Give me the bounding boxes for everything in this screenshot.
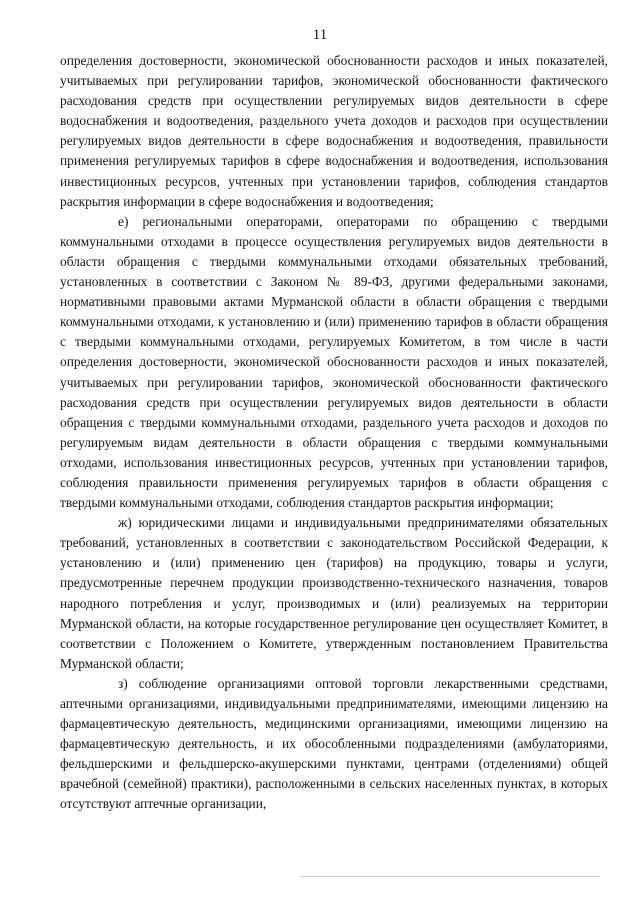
paragraph-item-zh: ж) юридическими лицами и индивидуальными предпринимателями обязательных требований, установленных в соответствии с законодательством Российской Федерации, к установлению и (или) применению цен (тарифов) на продукцию, товары и услуги, предусмотренные перечнем продукции производственно-технического назначения, товаров народного потребления и услуг, производимых и (или) реализуемых на территории Мурманской области, на которые государственное регулирование цен осуществляет Комитет, в соответствии с Положением о Комитете, утвержденным постановлением Правительства Мурманской области; xyxy=(60,515,608,671)
document-body xyxy=(60,51,608,815)
page-number: 11 xyxy=(312,27,328,43)
paragraph-item-z: з) соблюдение организациями оптовой торговли лекарственными средствами, аптечными организациями, индивидуальными предпринимателями, имеющими лицензию на фармацевтическую деятельность, медицинскими организациями, имеющими лицензию на фармацевтическую деятельность, и их обособленными подразделениями (амбулаториями, фельдшерскими и фельдшерско-акушерскими пунктами, центрами (отделениями) общей врачебной (семейной) практики), расположенными в сельских населенных пунктах, в которых отсутствуют аптечные организации, xyxy=(60,675,608,812)
scan-edge-line xyxy=(300,876,600,877)
paragraph-continuation: определения достоверности, экономической обоснованности расходов и иных показателей, учитываемых при регулировании тарифов, экономической обоснованности фактического расходования средств при осуществлении регулируемых видов деятельности в сфере водоснабжения и водоотведения, раздельного учета доходов и расходов при осуществлении регулируемых видов деятельности в сфере водоснабжения и водоотведения, правильности применения регулируемых тарифов в сфере водоснабжения и водоотведения, использования инвестиционных ресурсов, учтенных при установлении тарифов, соблюдения стандартов раскрытия информации в сфере водоснабжения и водоотведения; xyxy=(60,53,608,209)
paragraph-item-e: е) региональными операторами, операторами по обращению с твердыми коммунальными отходами в процессе осуществления регулируемых видов деятельности в области обращения с твердыми коммунальными отходами обязательных требований, установленных в соответствии с Законом № 89-ФЗ, другими федеральными законами, нормативными правовыми актами Мурманской области в области обращения с твердыми коммунальными отходами, к установлению и (или) применению тарифов в области обращения с твердыми коммунальными отходами, регулируемых Комитетом, в том числе в части определения достоверности, экономической обоснованности расходов и иных показателей, учитываемых при регулировании тарифов, экономической обоснованности фактического расходования средств при осуществлении регулируемых видов деятельности в области обращения с твердыми коммунальными отходами, раздельного учета расходов и доходов по регулируемым видам деятельности в области обращения с твердыми коммунальными отходами, использования инвестиционных ресурсов, учтенных при установлении тарифов, соблюдения правильности применения регулируемых тарифов в области обращения с твердыми коммунальными отходами, соблюдения стандартов раскрытия информации; xyxy=(60,213,608,511)
